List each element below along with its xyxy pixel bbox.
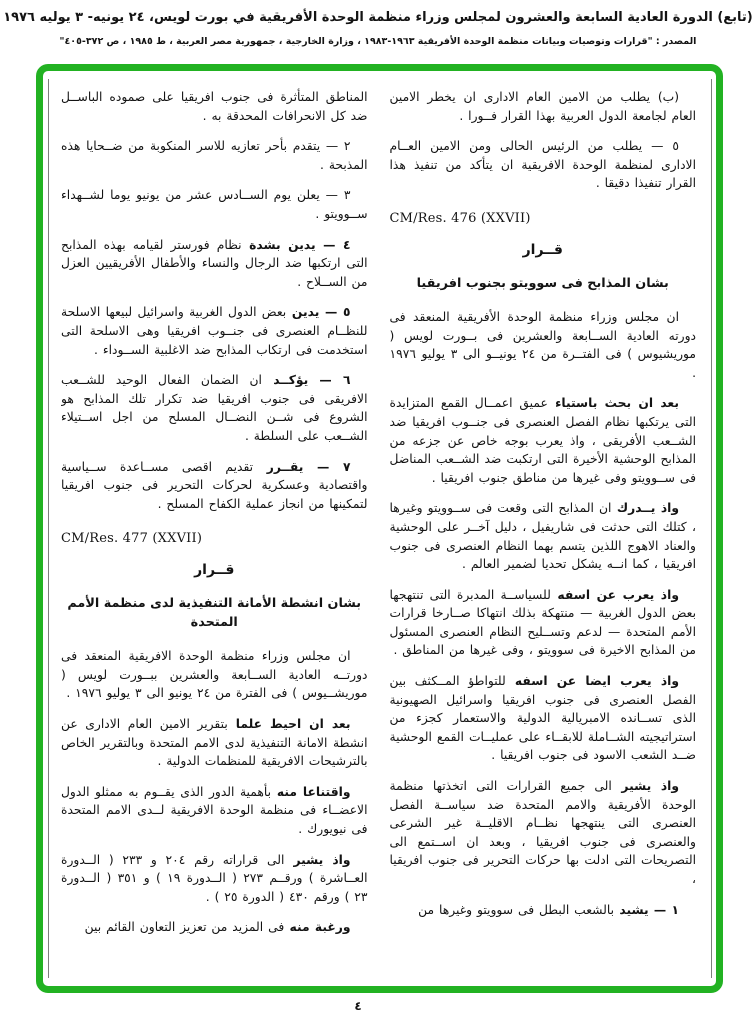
source-citation-line: المصدر : "قرارات وتوصيات وبيانات منظمة الوحدة الأفريقية ١٩٦٣-١٩٨٣ ، وزارة الخارجية ، جمهورية مصر العربية ، ط ١٩٨٥ ، ص ٣٧٢-٤٠٥" (59, 36, 697, 47)
paragraph: واذ يشير الى قراراته رقم ٢٠٤ و ٢٣٣ ( الــدورة العــاشرة ) ورقــم ٢٧٣ ( الــدورة ١٩ ) و ٣٥١ ( الــدورة ٢٣ ) ورقم ٤٣٠ ( الدورة ٢٥ ) . (61, 852, 368, 904)
paragraph-lead: بعد ان احيط علما (227, 717, 351, 732)
page-number: ٤ (354, 999, 362, 1013)
paragraph-lead: واذ يعرب عن اسفه (550, 587, 679, 602)
resolution-title: قــرار (194, 562, 235, 579)
paragraph: ٣ — يعلن يوم الســادس عشر من يونيو يوما لشــهداء ســوويتو . (61, 188, 368, 221)
paragraph: بعد ان بحث باستياء عميق اعمــال القمع المتزايدة التى يرتكبها نظام الفصل العنصرى فى جنــوب افريقيا ضد الشــعب الأفريقى ، واذ يعرب بوجه خاص عن جزعه من المذابح الوحشية الأخيرة التى ارتكبت ضد الشــعب المناضل فى ســوويتو وفى غيرها من مناطق جنوب افريقيا . (389, 396, 696, 485)
paragraph-lead: بعد ان بحث باستياء (547, 396, 679, 411)
paragraph: ٥ — يدين بعض الدول الغربية واسرائيل لبيعها الاسلحة للنظــام العنصرى فى جنــوب افريقيا وهى الاسلحة التى استخدمت فى ارتكاب المذابح ضد الاغلبية الســوداء . (61, 305, 368, 357)
resolution-subject: بشان المذابح فى سوويتو بجنوب افريقيا (416, 275, 669, 291)
paragraph: ٦ — يؤكــد ان الضمان الفعال الوحيد للشــعب الافريقى فى جنوب افريقيا ضد تكرار تلك المذابح هو الشروع فى شــن النضــال المسلح من اجل اســتيلاء الشــعب على السلطة . (61, 373, 368, 443)
paragraph-lead: ١ — يشيد (614, 902, 679, 917)
paragraph-lead: واذ يــدرك (611, 501, 680, 516)
paragraph: ٧ — يقــرر تقديم اقصى مســاعدة ســياسية واقتصادية وعسكرية لحركات التحرير فى جنوب افريقيا لتمكينها من انجاز عملية الكفاح المسلح . (61, 459, 368, 511)
paragraph: ان مجلس وزراء منظمة الوحدة الأفريقية المنعقد فى دورته العادية الســابعة والعشرين فى بــورت لويس ( موريشيوس ) فى الفتــرة من ٢٤ يونيــو الى ٣ يوليو ١٩٧٦ . (389, 309, 696, 380)
document-green-frame (36, 64, 723, 993)
paragraph-lead: ٤ — يدين بشدة (241, 237, 351, 252)
paragraph-lead: واذ يشير (284, 852, 351, 867)
paragraph: ٢ — يتقدم بأحر تعازيه للاسر المنكوبة من ضــحايا هذه المذبحة . (61, 139, 368, 172)
paragraph-lead: ورغبة منه (284, 920, 351, 935)
paragraph-lead: ٧ — يقــرر (253, 459, 351, 474)
paragraph: (ب) يطلب من الامين العام الادارى ان يخطر الامين العام لجامعة الدول العربية بهذا القرار فــورا . (389, 90, 696, 123)
page-header (0, 8, 756, 47)
paragraph: ١ — يشيد بالشعب البطل فى سوويتو وغيرها من (418, 902, 679, 917)
two-column-text-area (43, 71, 716, 986)
paragraph: بعد ان احيط علما بتقرير الامين العام الادارى عن انشطة الامانة التنفيذية لدى الامم المتحدة وبالتقرير الخاص بالترشيحات الافريقية للمنظمات الدولية . (61, 717, 368, 769)
column-left (61, 88, 368, 968)
paragraph-lead: واذ يعرب ايضا عن اسفه (505, 674, 679, 689)
paragraph: واذ يعرب ايضا عن اسفه للتواطؤ المــكثف بين الفصل العنصرى فى جنوب افريقيا واسرائيل الصهيونية الذى تســانده الامبريالية الدولية والاستعمار كجزء من استراتيجيته الشــاملة للابقــاء على عمليــات القمع الوحشية ضــد الشعب الاسود فى جنوب افريقيا . (389, 674, 696, 763)
paragraph-continuation: المناطق المتأثرة فى جنوب افريقيا على صموده الباســل ضد كل الانحرافات المحدقة به . (61, 90, 368, 123)
paragraph-lead: ٦ — يؤكــد (261, 373, 351, 388)
resolution-title: قــرار (522, 241, 563, 258)
paragraph: ٤ — يدين بشدة نظام فورستر لقيامه بهذه المذابح التى ارتكبها ضد الرجال والنساء والأطفال الأفريقيين العزل من الســلاح . (61, 237, 368, 289)
paragraph-lead: واقتناعا منه (271, 784, 351, 799)
paragraph: واذ يــدرك ان المذابح التى وقعت فى ســوويتو وغيرها ، كتلك التى حدثت فى شاريفيل ، دليل آخــر على الوحشية والعناد الاهوج اللذين يتسم بهما النظام العنصرى فى جنوب افريقيا ، كما انــه يشكل تحديا لضمير العالم . (389, 501, 696, 572)
resolution-subject: بشان انشطة الأمانة التنفيذية لدى منظمة الأمم المتحدة (67, 596, 362, 631)
paragraph-lead: واذ يشير (611, 779, 680, 794)
column-right (390, 88, 697, 968)
paragraph: واذ يشير الى جميع القرارات التى اتخذتها منظمة الوحدة الأفريقية والامم المتحدة ضد سياســة الفصل العنصرى التى ينتهجها نظــام الاقليــة غير الشرعى والعنصرى فى جنوب افريقيا ، وبعد ان اســتمع الى التصريحات التى ادلت بها حركات التحرير فى جنوب افريقيا ، (389, 779, 696, 886)
resolution-ref: CM/Res. 476 (XXVII) (389, 210, 531, 226)
paragraph: ٥ — يطلب من الرئيس الحالى ومن الامين العــام الادارى لمنظمة الوحدة الافريقية ان يتأكد من تنفيذ هذا القرار تنفيذا دقيقا . (389, 139, 696, 191)
paragraph: ورغبة منه فى المزيد من تعزيز التعاون القائم بين (84, 920, 351, 935)
paragraph: واقتناعا منه بأهمية الدور الذى يقــوم به ممثلو الدول الاعضــاء فى منظمة الوحدة الافريقية لــدى الامم المتحدة فى نيويورك . (61, 784, 368, 837)
paragraph-lead: ٥ — يدين (286, 305, 351, 320)
session-header-line: (تابع) الدورة العادية السابعة والعشرون لمجلس وزراء منظمة الوحدة الأفريقية في بورت لويس، ٢٤ يونيه- ٣ يوليه ١٩٧٦ (3, 10, 753, 25)
paragraph: ان مجلس وزراء منظمة الوحدة الافريقية المنعقد فى دورتــه العادية الســابعة والعشرين ببــورت لويس ( موريشــيوس ) فى الفترة من ٢٤ يونيو الى ٣ يوليو ١٩٧٦ . (61, 649, 368, 701)
resolution-ref: CM/Res. 477 (XXVII) (61, 531, 203, 547)
paragraph: واذ يعرب عن اسفه للسياســة المدبرة التى تنتهجها بعض الدول الغربية — منتهكة بذلك انتهاكا صــارخا قرارات الأمم المتحدة — لدعم وتســليح النظام العنصرى المسئول من المذابح الاخيرة فى سوويتو ، وفى غيرها من المناطق . (389, 587, 696, 658)
